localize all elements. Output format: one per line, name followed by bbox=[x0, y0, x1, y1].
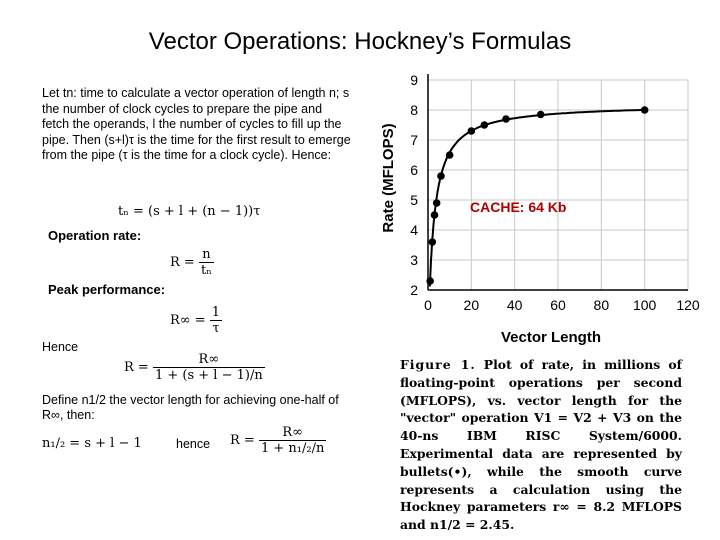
data-point bbox=[468, 127, 476, 135]
y-tick-label: 2 bbox=[410, 282, 418, 298]
intro-text: Let tn: time to calculate a vector operation of length n; s the number of clock cycles to prepare the pipe and fetch the operands, l the number of cycles to fill up the pipe. Then (s+l)τ is the time for the first result to emerge from the pipe (τ is the time for a clock cycle). Hence: bbox=[42, 86, 351, 162]
equation-peak-numerator: 1 bbox=[211, 305, 221, 320]
equation-tn: tₙ = (s + l + (n − 1))τ bbox=[118, 204, 261, 219]
equation-rate-lhs: R = bbox=[170, 255, 195, 270]
equation-nhalf: n₁/₂ = s + l − 1 bbox=[42, 436, 142, 451]
equation-hence-numerator: R∞ bbox=[153, 352, 265, 368]
data-point bbox=[437, 172, 445, 180]
figure-caption bbox=[400, 356, 682, 534]
equation-final-numerator: R∞ bbox=[259, 425, 326, 441]
chart-tick-labels bbox=[410, 72, 700, 313]
figure-caption-label: Figure 1. bbox=[400, 357, 476, 372]
x-tick-label: 0 bbox=[424, 297, 432, 313]
equation-rate-numerator: n bbox=[199, 247, 214, 263]
chart-annotation-cache: CACHE: 64 Kb bbox=[470, 199, 567, 215]
chart-x-axis-label: Vector Length bbox=[500, 329, 602, 346]
y-tick-label: 3 bbox=[410, 252, 418, 268]
data-point bbox=[431, 211, 439, 219]
data-point bbox=[433, 199, 441, 207]
equation-rate-denominator: tₙ bbox=[200, 263, 212, 278]
y-tick-label: 7 bbox=[410, 132, 418, 148]
data-point bbox=[537, 111, 545, 119]
data-point bbox=[641, 106, 649, 114]
x-tick-label: 80 bbox=[593, 297, 610, 313]
equation-hence-lhs: R = bbox=[124, 360, 149, 375]
equation-peak-lhs: R∞ = bbox=[170, 313, 206, 328]
chart-grid bbox=[428, 80, 688, 290]
slide-title: Vector Operations: Hockney’s Formulas bbox=[148, 28, 572, 55]
operation-rate-label: Operation rate: bbox=[48, 228, 142, 243]
x-tick-label: 100 bbox=[632, 297, 657, 313]
equation-hence-denominator: 1 + (s + l − 1)/n bbox=[154, 368, 263, 383]
hence-label: Hence bbox=[42, 340, 79, 354]
peak-performance-label: Peak performance: bbox=[48, 282, 166, 297]
data-point bbox=[481, 121, 489, 129]
equation-final-lhs: R = bbox=[230, 433, 255, 448]
x-tick-label: 60 bbox=[550, 297, 566, 313]
x-tick-label: 120 bbox=[676, 297, 700, 313]
y-tick-label: 8 bbox=[410, 102, 418, 118]
chart-data-points bbox=[426, 106, 648, 285]
data-point bbox=[446, 151, 454, 159]
y-tick-label: 9 bbox=[410, 72, 418, 88]
x-tick-label: 40 bbox=[506, 297, 523, 313]
define-paragraph: Define n1/2 the vector length for achieving one-half of R∞, then: bbox=[42, 393, 339, 422]
x-tick-label: 20 bbox=[463, 297, 480, 313]
y-tick-label: 4 bbox=[410, 222, 418, 238]
y-tick-label: 5 bbox=[410, 192, 418, 208]
y-tick-label: 6 bbox=[410, 162, 418, 178]
hence-label-2: hence bbox=[176, 437, 211, 451]
equation-final-denominator: 1 + n₁/₂/n bbox=[260, 441, 325, 456]
data-point bbox=[426, 277, 434, 285]
data-point bbox=[429, 238, 437, 246]
figure-caption-text: Plot of rate, in millions of floating-point operations per second (MFLOPS), vs. vector length for the "vector" operation V1 = V2 + V3 on the 40-ns IBM RISC System/6000. Experimental data are represented by bullets(•), while the smooth curve represents a calculation using the Hockney parameters r∞ = 8.2 MFLOPS and n1/2 = 2.45. bbox=[400, 357, 682, 533]
data-point bbox=[502, 115, 510, 123]
equation-peak-denominator: τ bbox=[212, 321, 220, 336]
chart-y-axis-label: Rate (MFLOPS) bbox=[380, 123, 397, 233]
